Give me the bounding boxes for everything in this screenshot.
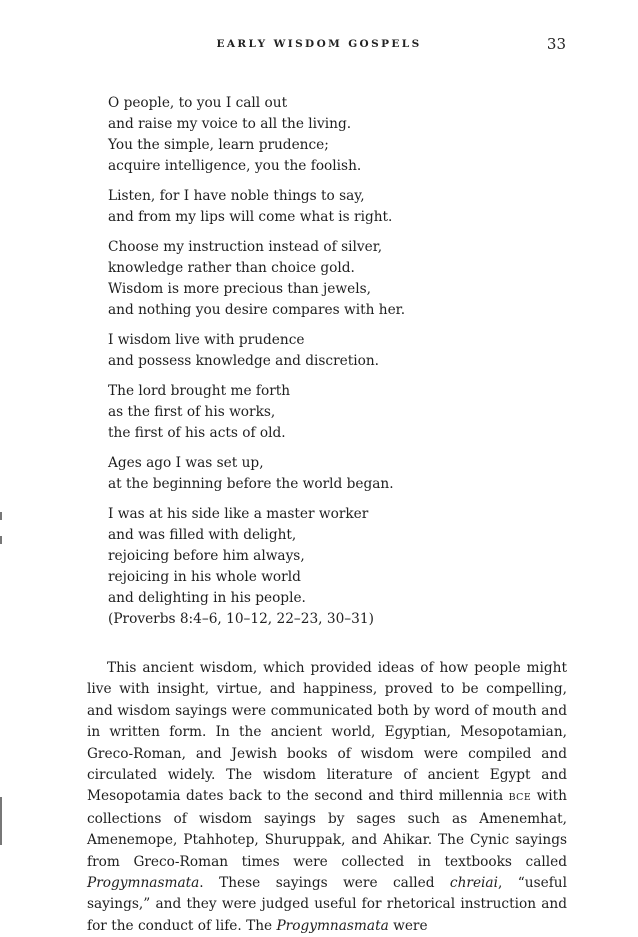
italic-term: chreiai xyxy=(449,875,498,892)
italic-term: Progymnasmata xyxy=(87,875,200,892)
verse-line: You the simple, learn prudence; xyxy=(108,137,329,153)
italic-term: Progymnasmata xyxy=(276,917,389,934)
verse-line: Wisdom is more precious than jewels, xyxy=(108,281,371,297)
scan-edge-mark xyxy=(0,512,2,520)
verse-line: I was at his side like a master worker xyxy=(108,506,369,522)
body-paragraph xyxy=(87,658,567,937)
verse-line: and possess knowledge and discretion. xyxy=(108,353,380,369)
verse-citation: (Proverbs 8:4–6, 10–12, 22–23, 30–31) xyxy=(108,611,374,627)
paragraph-text: with collections of wisdom sayings by sages such as Amenemhat, Amenemope, Ptahhotep, Shuruppak, and Ahikar. The Cynic sayings from Greco-Roman times were collected in textbooks called xyxy=(87,788,567,870)
running-head-title: EARLY WISDOM GOSPELS xyxy=(216,38,422,50)
verse-stanza xyxy=(108,186,548,228)
verse-stanza xyxy=(108,93,548,177)
verse-stanza xyxy=(108,381,548,444)
verse-line: I wisdom live with prudence xyxy=(108,332,305,348)
verse-quotation xyxy=(108,93,548,639)
scan-edge-mark xyxy=(0,536,2,544)
verse-line: rejoicing in his whole world xyxy=(108,569,301,585)
verse-stanza xyxy=(108,504,548,630)
page-number: 33 xyxy=(546,35,566,53)
verse-stanza xyxy=(108,330,548,372)
verse-line: and delighting in his people. xyxy=(108,590,306,606)
verse-line: Ages ago I was set up, xyxy=(108,455,264,471)
verse-stanza xyxy=(108,237,548,321)
verse-line: and nothing you desire compares with her. xyxy=(108,302,406,318)
scan-edge-mark xyxy=(0,797,2,845)
verse-stanza xyxy=(108,453,548,495)
era-abbreviation: BCE xyxy=(508,792,532,804)
paragraph-text: . These sayings were called xyxy=(199,875,435,892)
verse-line: as the first of his works, xyxy=(108,404,276,420)
verse-line: knowledge rather than choice gold. xyxy=(108,260,355,276)
verse-line: O people, to you I call out xyxy=(108,95,288,111)
paragraph-text: This ancient wisdom, which provided ideas of how people might live with insight, virtue, and happiness, proved to be compelling, and wisdom sayings were communicated both by word of mouth and in written form. In the ancient world, Egyptian, Mesopotamian, Greco-Roman, and Jewish books of wisdom were compiled and circulated widely. The wisdom literature of ancient Egypt and Mesopotamia dates back to the second and third millennia xyxy=(87,660,567,805)
verse-line: The lord brought me forth xyxy=(108,383,291,399)
verse-line: Choose my instruction instead of silver, xyxy=(108,239,383,255)
verse-line: and raise my voice to all the living. xyxy=(108,116,352,132)
paragraph-text: were xyxy=(393,917,428,934)
verse-line: at the beginning before the world began. xyxy=(108,476,394,492)
verse-line: the first of his acts of old. xyxy=(108,425,286,441)
verse-line: rejoicing before him always, xyxy=(108,548,305,564)
paragraph-text: , “useful sayings,” and they were judged useful for rhetorical instruction and for the conduct of life. The xyxy=(87,875,567,934)
verse-line: and from my lips will come what is right. xyxy=(108,209,393,225)
verse-line: and was filled with delight, xyxy=(108,527,297,543)
verse-line: Listen, for I have noble things to say, xyxy=(108,188,365,204)
running-head xyxy=(0,35,638,55)
verse-line: acquire intelligence, you the foolish. xyxy=(108,158,362,174)
